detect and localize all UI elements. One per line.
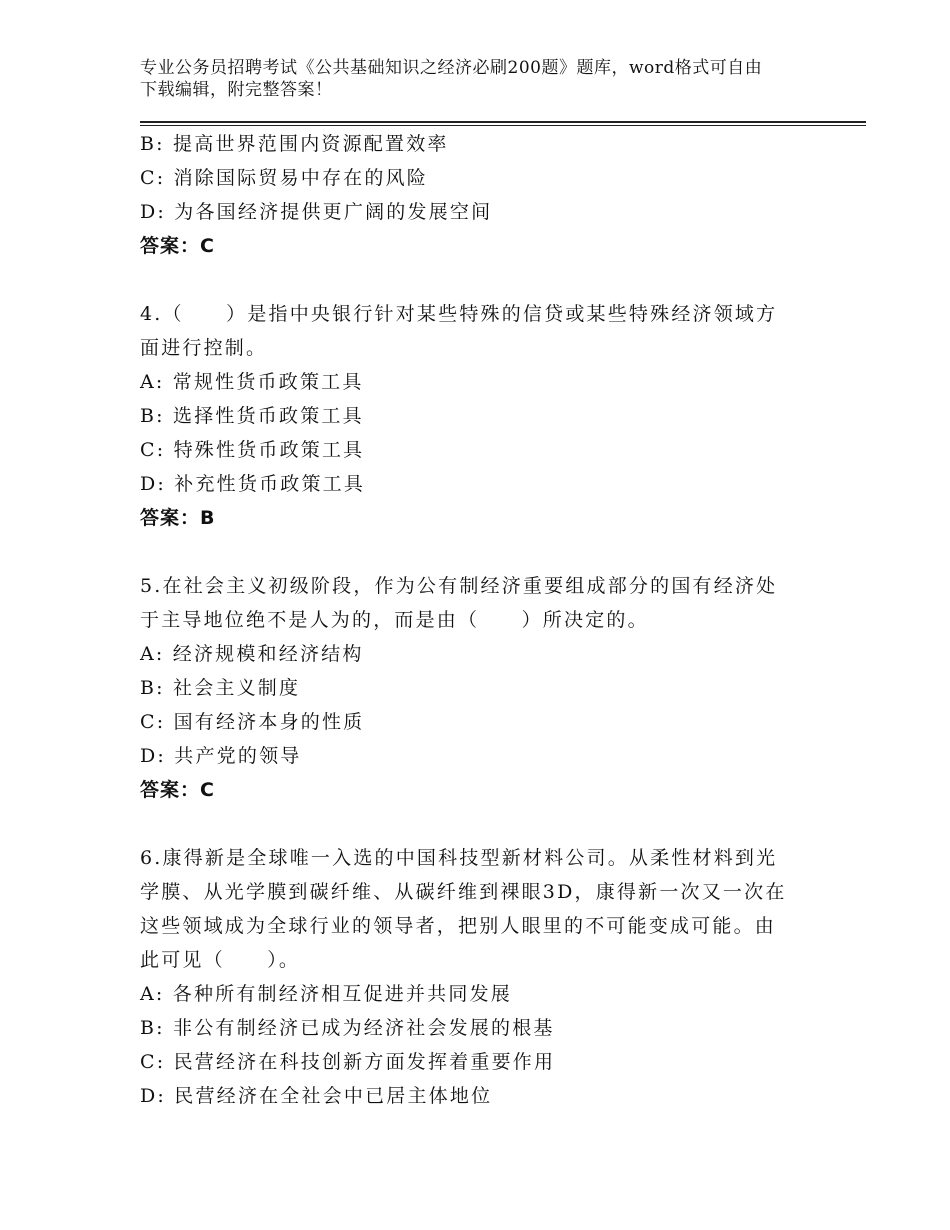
option-c: C: 国有经济本身的性质 (140, 711, 365, 733)
option-d: D: 为各国经济提供更广阔的发展空间 (140, 201, 493, 223)
header-line-2: 下载编辑，附完整答案！ (140, 80, 333, 100)
option-c: C: 特殊性货币政策工具 (140, 439, 365, 461)
header-rule-thin (140, 125, 866, 126)
option-b: B: 选择性货币政策工具 (140, 405, 364, 427)
header-rule-thick (140, 121, 866, 123)
question-6 (140, 841, 800, 1113)
question-text-line: 这些领域成为全球行业的领导者，把别人眼里的不可能变成可能。由 (140, 915, 777, 937)
header-line-1: 专业公务员招聘考试《公共基础知识之经济必刷200题》题库，word格式可自由 (140, 58, 763, 78)
question-text-line: 4.（ ）是指中央银行针对某些特殊的信贷或某些特殊经济领域方 (140, 303, 778, 325)
page-header (140, 57, 820, 101)
option-c: C: 民营经济在科技创新方面发挥着重要作用 (140, 1051, 556, 1073)
option-d: D: 共产党的领导 (140, 745, 302, 767)
option-b: B: 社会主义制度 (140, 677, 301, 699)
answer-label: 答案：C (140, 779, 215, 801)
spacer (140, 535, 800, 569)
answer-label: 答案：C (140, 235, 215, 257)
question-list (140, 127, 800, 1113)
question-text-line: 于主导地位绝不是人为的，而是由（ ）所决定的。 (140, 609, 649, 631)
option-b: B: 提高世界范围内资源配置效率 (140, 133, 449, 155)
option-a: A: 各种所有制经济相互促进并共同发展 (140, 983, 512, 1005)
question-3-tail (140, 127, 800, 263)
option-d: D: 补充性货币政策工具 (140, 473, 366, 495)
spacer (140, 263, 800, 297)
spacer (140, 807, 800, 841)
question-text-line: 此可见（ ）。 (140, 949, 301, 971)
option-d: D: 民营经济在全社会中已居主体地位 (140, 1085, 493, 1107)
option-a: A: 常规性货币政策工具 (140, 371, 364, 393)
question-text-line: 学膜、从光学膜到碳纤维、从碳纤维到裸眼3D，康得新一次又一次在 (140, 881, 787, 903)
question-5 (140, 569, 800, 807)
answer-label: 答案：B (140, 507, 216, 529)
question-text-line: 面进行控制。 (140, 337, 268, 359)
option-b: B: 非公有制经济已成为经济社会发展的根基 (140, 1017, 555, 1039)
question-text-line: 6.康得新是全球唯一入选的中国科技型新材料公司。从柔性材料到光 (140, 847, 778, 869)
question-text-line: 5.在社会主义初级阶段，作为公有制经济重要组成部分的国有经济处 (140, 575, 778, 597)
question-4 (140, 297, 800, 535)
option-c: C: 消除国际贸易中存在的风险 (140, 167, 428, 189)
option-a: A: 经济规模和经济结构 (140, 643, 364, 665)
